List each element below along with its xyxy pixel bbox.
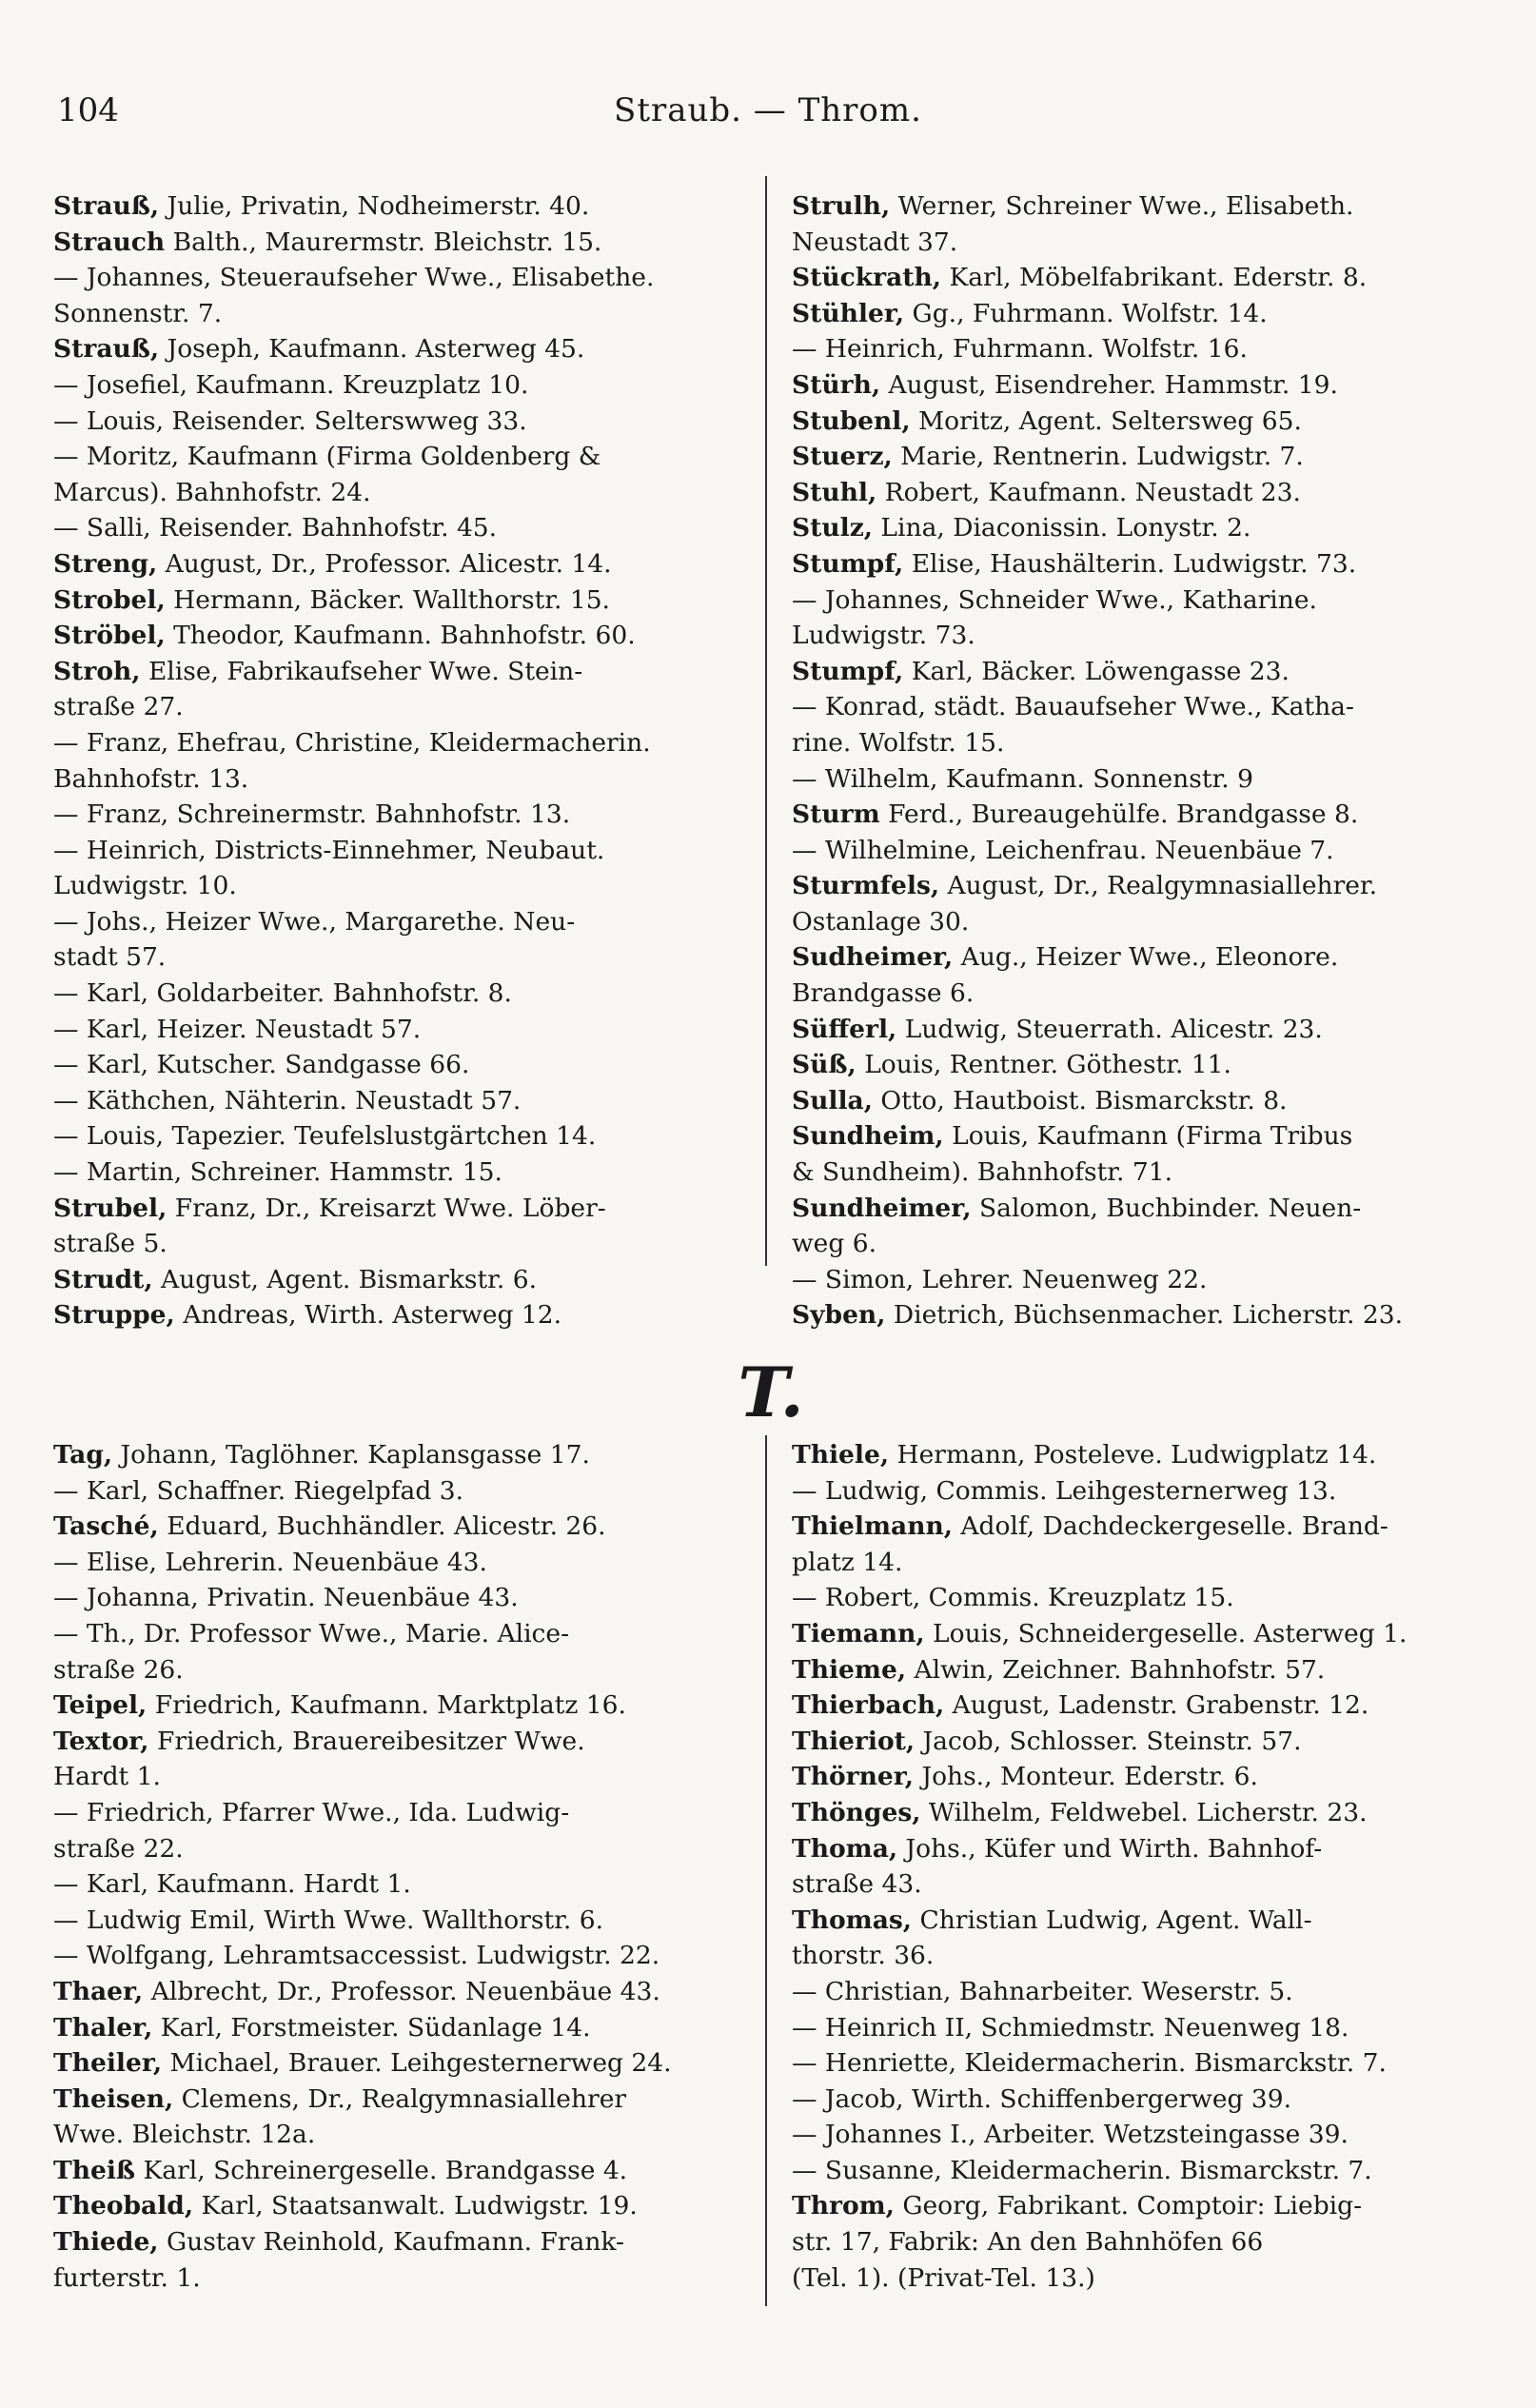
directory-entry (53, 439, 753, 475)
directory-entry (792, 2188, 1491, 2224)
entry-surname: Stückrath, (792, 263, 942, 293)
directory-entry (53, 1191, 753, 1227)
directory-entry (53, 1509, 753, 1545)
directory-entry (53, 797, 753, 833)
entry-details: Eduard, Buchhändler. Alicestr. 26. (158, 1511, 606, 1542)
directory-entry (792, 761, 1491, 798)
directory-entry (53, 939, 753, 976)
entry-details: straße 43. (792, 1869, 922, 1900)
directory-entry (792, 260, 1491, 296)
directory-entry (53, 1012, 753, 1048)
directory-entry (53, 976, 753, 1012)
directory-entry (53, 1473, 753, 1510)
directory-entry (792, 1083, 1491, 1119)
entry-details: Joseph, Kaufmann. Asterweg 45. (159, 334, 585, 365)
directory-entry (53, 1831, 753, 1867)
entry-details: Gustav Reinhold, Kaufmann. Frank- (158, 2227, 624, 2258)
entry-details: — Friedrich, Pfarrer Wwe., Ida. Ludwig- (53, 1797, 570, 1827)
column-divider-top (765, 176, 767, 1266)
entry-details: — Martin, Schreiner. Hammstr. 15. (53, 1157, 502, 1188)
entry-details: Hermann, Posteleve. Ludwigplatz 14. (889, 1440, 1377, 1470)
entry-surname: Stuhl, (792, 477, 877, 507)
entry-surname: Theobald, (53, 2191, 194, 2221)
directory-entry (53, 1616, 753, 1652)
entry-surname: Strobel, (53, 584, 166, 615)
entry-surname: Sundheimer, (792, 1193, 972, 1223)
entry-details: rine. Wolfstr. 15. (792, 727, 1005, 758)
running-head: Straub. — Throm. (614, 91, 922, 129)
directory-entry (53, 904, 753, 940)
entry-surname: Stürh, (792, 369, 881, 400)
entry-details: Louis, Rentner. Göthestr. 11. (856, 1050, 1231, 1080)
directory-entry (53, 1903, 753, 1939)
entry-details: Karl, Bäcker. Löwengasse 23. (903, 656, 1290, 686)
directory-entry (792, 1903, 1491, 1939)
entry-surname: Teipel, (53, 1690, 148, 1721)
entry-surname: Stuerz, (792, 442, 893, 472)
entry-details: Friedrich, Brauereibesitzer Wwe. (148, 1726, 585, 1756)
page-number: 104 (57, 91, 119, 129)
directory-entry (53, 1226, 753, 1262)
entry-details: — Käthchen, Nähterin. Neustadt 57. (53, 1085, 522, 1115)
entry-details: Christian Ludwig, Agent. Wall- (912, 1905, 1312, 1935)
directory-entry (53, 1047, 753, 1083)
entry-details: Ludwigstr. 10. (53, 871, 237, 901)
entry-surname: Thönges, (792, 1797, 921, 1827)
entry-details: Louis, Schneidergeselle. Asterweg 1. (924, 1618, 1408, 1648)
directory-entry (792, 1866, 1491, 1903)
directory-entry (53, 331, 753, 367)
entry-surname: Süfferl, (792, 1014, 897, 1044)
entry-surname: Throm, (792, 2191, 895, 2221)
entry-details: — Heinrich, Fuhrmann. Wolfstr. 16. (792, 334, 1248, 365)
left-column-top (53, 188, 753, 1333)
directory-entry (53, 1297, 753, 1333)
directory-entry (792, 2224, 1491, 2260)
entry-details: — Salli, Reisender. Bahnhofstr. 45. (53, 513, 498, 543)
entry-details: — Franz, Schreinermstr. Bahnhofstr. 13. (53, 799, 571, 830)
column-divider-bottom (765, 1435, 767, 2306)
entry-surname: Thielmann, (792, 1511, 953, 1542)
entry-details: — Moritz, Kaufmann (Firma Goldenberg & (53, 442, 601, 472)
entry-details: — Konrad, städt. Bauaufseher Wwe., Katha- (792, 692, 1354, 722)
entry-details: — Simon, Lehrer. Neuenweg 22. (792, 1264, 1208, 1294)
entry-details: — Johannes I., Arbeiter. Wetzsteingasse 39. (792, 2120, 1349, 2150)
entry-details: August, Eisendreher. Hammstr. 19. (880, 369, 1338, 400)
directory-entry (792, 1652, 1491, 1688)
directory-entry (792, 939, 1491, 976)
directory-entry (792, 2010, 1491, 2046)
directory-entry (792, 976, 1491, 1012)
directory-entry (792, 1155, 1491, 1191)
directory-entry (53, 1580, 753, 1616)
entry-details: straße 5. (53, 1229, 167, 1259)
entry-details: Balth., Maurermstr. Bleichstr. 15. (165, 227, 602, 257)
entry-details: Louis, Kaufmann (Firma Tribus (943, 1121, 1353, 1152)
entry-details: Hardt 1. (53, 1762, 161, 1792)
entry-surname: Thiele, (792, 1440, 890, 1470)
directory-entry (53, 1155, 753, 1191)
entry-details: — Karl, Kutscher. Sandgasse 66. (53, 1050, 470, 1080)
entry-details: Elise, Fabrikaufseher Wwe. Stein- (140, 656, 583, 686)
directory-entry (792, 1473, 1491, 1510)
entry-details: straße 22. (53, 1833, 184, 1864)
directory-entry (792, 2082, 1491, 2118)
directory-entry (53, 1545, 753, 1581)
directory-entry (53, 689, 753, 725)
entry-surname: Sturm (792, 799, 880, 830)
entry-details: — Jacob, Wirth. Schiffenbergerweg 39. (792, 2083, 1292, 2114)
directory-entry (792, 546, 1491, 582)
entry-surname: Sudheimer, (792, 942, 954, 973)
entry-details: str. 17, Fabrik: An den Bahnhöfen 66 (792, 2227, 1264, 2258)
entry-details: Jacob, Schlosser. Steinstr. 57. (915, 1726, 1302, 1756)
entry-details: Albrecht, Dr., Professor. Neuenbäue 43. (143, 1976, 660, 2006)
entry-details: — Johanna, Privatin. Neuenbäue 43. (53, 1583, 519, 1613)
entry-surname: Sulla, (792, 1085, 873, 1115)
entry-details: August, Agent. Bismarkstr. 6. (152, 1264, 538, 1294)
entry-details: — Henriette, Kleidermacherin. Bismarckstr. 7. (792, 2048, 1387, 2079)
entry-details: Wilhelm, Feldwebel. Licherstr. 23. (920, 1797, 1368, 1827)
directory-entry (792, 1226, 1491, 1262)
entry-surname: Theiler, (53, 2048, 163, 2079)
entry-details: Hermann, Bäcker. Wallthorstr. 15. (165, 584, 610, 615)
entry-details: platz 14. (792, 1547, 903, 1577)
directory-entry (53, 2117, 753, 2153)
entry-surname: Theiß (53, 2155, 136, 2185)
entry-details: — Elise, Lehrerin. Neuenbäue 43. (53, 1547, 487, 1577)
directory-entry (792, 1616, 1491, 1652)
entry-details: Neustadt 37. (792, 227, 958, 257)
entry-details: Georg, Fabrikant. Comptoir: Liebig- (894, 2191, 1363, 2221)
directory-entry (53, 2188, 753, 2224)
entry-details: — Johannes, Steueraufseher Wwe., Elisabethe. (53, 263, 655, 293)
directory-entry (792, 296, 1491, 332)
directory-entry (792, 475, 1491, 511)
entry-details: Ludwig, Steuerrath. Alicestr. 23. (896, 1014, 1323, 1044)
directory-entry (792, 582, 1491, 619)
directory-entry (53, 225, 753, 261)
directory-entry (792, 1974, 1491, 2010)
entry-details: weg 6. (792, 1229, 877, 1259)
entry-surname: Strauch (53, 227, 166, 257)
directory-entry (792, 1724, 1491, 1760)
entry-surname: Thaer, (53, 1976, 144, 2006)
entry-details: Robert, Kaufmann. Neustadt 23. (876, 477, 1301, 507)
directory-entry (792, 367, 1491, 404)
page-header (57, 91, 1479, 148)
directory-entry (53, 654, 753, 690)
entry-surname: Thiede, (53, 2227, 159, 2258)
entry-surname: Struppe, (53, 1300, 175, 1331)
directory-entry (53, 833, 753, 869)
entry-details: — Th., Dr. Professor Wwe., Marie. Alice- (53, 1618, 570, 1648)
directory-entry (792, 833, 1491, 869)
directory-entry (792, 404, 1491, 440)
directory-entry (53, 1688, 753, 1724)
entry-details: Marcus). Bahnhofstr. 24. (53, 477, 371, 507)
directory-entry (53, 2153, 753, 2189)
entry-surname: Thoma, (792, 1833, 898, 1864)
entry-surname: Thierbach, (792, 1690, 945, 1721)
directory-entry (53, 1795, 753, 1831)
entry-details: Andreas, Wirth. Asterweg 12. (174, 1300, 562, 1331)
entry-details: Ludwigstr. 73. (792, 621, 975, 651)
directory-entry (53, 1974, 753, 2010)
entry-details: (Tel. 1). (Privat-Tel. 13.) (792, 2262, 1095, 2293)
entry-details: — Johannes, Schneider Wwe., Katharine. (792, 584, 1317, 615)
entry-details: Theodor, Kaufmann. Bahnhofstr. 60. (165, 621, 636, 651)
directory-entry (53, 1866, 753, 1903)
entry-surname: Sundheim, (792, 1121, 944, 1152)
directory-entry (792, 618, 1491, 654)
directory-entry (792, 188, 1491, 225)
entry-details: Marie, Rentnerin. Ludwigstr. 7. (892, 442, 1304, 472)
directory-entry (792, 439, 1491, 475)
directory-entry (792, 1509, 1491, 1545)
directory-entry (792, 1759, 1491, 1795)
entry-surname: Stühler, (792, 298, 905, 328)
entry-details: — Louis, Tapezier. Teufelslustgärtchen 14. (53, 1121, 597, 1152)
directory-entry (53, 761, 753, 798)
directory-entry (53, 546, 753, 582)
entry-details: Gg., Fuhrmann. Wolfstr. 14. (904, 298, 1268, 328)
entry-surname: Thieme, (792, 1654, 907, 1685)
directory-entry (53, 510, 753, 546)
entry-details: August, Dr., Realgymnasiallehrer. (939, 871, 1378, 901)
directory-entry (53, 582, 753, 619)
entry-details: Wwe. Bleichstr. 12a. (53, 2120, 316, 2150)
directory-entry (53, 1724, 753, 1760)
directory-entry (792, 904, 1491, 940)
entry-details: Otto, Hautboist. Bismarckstr. 8. (872, 1085, 1288, 1115)
entry-details: Julie, Privatin, Nodheimerstr. 40. (159, 191, 590, 221)
entry-details: straße 26. (53, 1654, 184, 1685)
directory-entry (53, 260, 753, 296)
entry-details: Elise, Haushälterin. Ludwigstr. 73. (903, 548, 1357, 579)
entry-surname: Stumpf, (792, 656, 904, 686)
entry-details: — Susanne, Kleidermacherin. Bismarckstr. 7. (792, 2155, 1372, 2185)
entry-details: Ostanlage 30. (792, 906, 970, 937)
directory-entry (53, 367, 753, 404)
entry-surname: Stroh, (53, 656, 141, 686)
entry-surname: Thomas, (792, 1905, 913, 1935)
entry-details: — Karl, Heizer. Neustadt 57. (53, 1014, 422, 1044)
entry-surname: Thörner, (792, 1762, 915, 1792)
entry-details: — Louis, Reisender. Selterswweg 33. (53, 405, 527, 436)
directory-entry (792, 725, 1491, 761)
directory-entry (792, 510, 1491, 546)
entry-details: Karl, Möbelfabrikant. Ederstr. 8. (941, 263, 1368, 293)
entry-surname: Strubel, (53, 1193, 167, 1223)
directory-entry (792, 331, 1491, 367)
directory-entry (792, 1545, 1491, 1581)
entry-details: August, Ladenstr. Grabenstr. 12. (944, 1690, 1369, 1721)
directory-entry (792, 1688, 1491, 1724)
directory-entry (53, 2010, 753, 2046)
entry-details: Karl, Staatsanwalt. Ludwigstr. 19. (193, 2191, 638, 2221)
directory-entry (792, 868, 1491, 904)
directory-entry (53, 2224, 753, 2260)
entry-details: — Robert, Commis. Kreuzplatz 15. (792, 1583, 1234, 1613)
directory-entry (792, 797, 1491, 833)
entry-details: Johann, Taglöhner. Kaplansgasse 17. (112, 1440, 590, 1470)
entry-details: Dietrich, Büchsenmacher. Licherstr. 23. (885, 1300, 1404, 1331)
entry-details: Sonnenstr. 7. (53, 298, 223, 328)
right-column-top (792, 188, 1491, 1333)
directory-entry (792, 2260, 1491, 2297)
entry-surname: Tiemann, (792, 1618, 925, 1648)
entry-details: Karl, Forstmeister. Südanlage 14. (152, 2012, 591, 2043)
directory-entry (792, 1437, 1491, 1473)
entry-surname: Thaler, (53, 2012, 153, 2043)
directory-entry (53, 1652, 753, 1688)
entry-details: thorstr. 36. (792, 1941, 935, 1971)
entry-details: — Josefiel, Kaufmann. Kreuzplatz 10. (53, 369, 529, 400)
directory-entry (792, 2117, 1491, 2153)
directory-entry (792, 654, 1491, 690)
entry-details: — Karl, Kaufmann. Hardt 1. (53, 1869, 411, 1900)
directory-entry (792, 1297, 1491, 1333)
directory-entry (792, 1938, 1491, 1974)
directory-entry (53, 188, 753, 225)
entry-surname: Textor, (53, 1726, 149, 1756)
directory-entry (53, 725, 753, 761)
section-letter: T. (738, 1352, 804, 1432)
entry-details: — Heinrich, Districts-Einnehmer, Neubaut. (53, 835, 605, 865)
entry-details: stadt 57. (53, 942, 167, 973)
entry-surname: Strauß, (53, 334, 160, 365)
entry-details: Brandgasse 6. (792, 978, 975, 1009)
directory-entry (792, 1191, 1491, 1227)
entry-details: Johs., Küfer und Wirth. Bahnhof- (897, 1833, 1323, 1864)
directory-entry (792, 1012, 1491, 1048)
directory-entry (53, 1938, 753, 1974)
entry-details: — Wilhelmine, Leichenfrau. Neuenbäue 7. (792, 835, 1334, 865)
directory-entry (792, 1118, 1491, 1155)
entry-details: — Wolfgang, Lehramtsaccessist. Ludwigstr. 22. (53, 1941, 660, 1971)
entry-surname: Syben, (792, 1300, 886, 1331)
entry-details: — Heinrich II, Schmiedmstr. Neuenweg 18. (792, 2012, 1349, 2043)
entry-details: Ferd., Bureaugehülfe. Brandgasse 8. (879, 799, 1359, 830)
entry-surname: Sturmfels, (792, 871, 940, 901)
entry-surname: Stumpf, (792, 548, 904, 579)
entry-details: Werner, Schreiner Wwe., Elisabeth. (890, 191, 1354, 221)
entry-surname: Süß, (792, 1050, 857, 1080)
directory-entry (53, 404, 753, 440)
right-column-bottom (792, 1437, 1491, 2296)
entry-details: Adolf, Dachdeckergeselle. Brand- (952, 1511, 1388, 1542)
entry-details: furterstr. 1. (53, 2262, 201, 2293)
entry-details: Lina, Diaconissin. Lonystr. 2. (873, 513, 1251, 543)
directory-entry (53, 1083, 753, 1119)
directory-entry (53, 2260, 753, 2297)
entry-surname: Strulh, (792, 191, 891, 221)
directory-entry (53, 868, 753, 904)
entry-details: — Karl, Schaffner. Riegelpfad 3. (53, 1475, 464, 1506)
directory-entry (792, 1831, 1491, 1867)
directory-entry (53, 2082, 753, 2118)
entry-details: Salomon, Buchbinder. Neuen- (971, 1193, 1362, 1223)
entry-details: & Sundheim). Bahnhofstr. 71. (792, 1157, 1173, 1188)
entry-details: — Franz, Ehefrau, Christine, Kleidermacherin. (53, 727, 651, 758)
entry-details: — Johs., Heizer Wwe., Margarethe. Neu- (53, 906, 576, 937)
entry-details: — Wilhelm, Kaufmann. Sonnenstr. 9 (792, 763, 1253, 794)
directory-entry (792, 1580, 1491, 1616)
directory-entry (53, 1262, 753, 1298)
directory-entry (792, 2153, 1491, 2189)
entry-details: Franz, Dr., Kreisarzt Wwe. Löber- (167, 1193, 606, 1223)
directory-entry (792, 1795, 1491, 1831)
entry-details: Bahnhofstr. 13. (53, 763, 249, 794)
entry-surname: Stulz, (792, 513, 873, 543)
directory-entry (792, 1262, 1491, 1298)
left-column-bottom (53, 1437, 753, 2296)
entry-details: Friedrich, Kaufmann. Marktplatz 16. (147, 1690, 626, 1721)
entry-details: Johs., Monteur. Ederstr. 6. (914, 1762, 1258, 1792)
entry-details: — Karl, Goldarbeiter. Bahnhofstr. 8. (53, 978, 512, 1009)
entry-surname: Tasché, (53, 1511, 159, 1542)
directory-entry (53, 296, 753, 332)
entry-surname: Strauß, (53, 191, 160, 221)
directory-entry (792, 1047, 1491, 1083)
entry-details: Alwin, Zeichner. Bahnhofstr. 57. (906, 1654, 1326, 1685)
entry-details: Karl, Schreinergeselle. Brandgasse 4. (135, 2155, 628, 2185)
entry-details: — Ludwig, Commis. Leihgesternerweg 13. (792, 1475, 1337, 1506)
entry-surname: Stubenl, (792, 405, 911, 436)
entry-surname: Thieriot, (792, 1726, 916, 1756)
entry-details: — Christian, Bahnarbeiter. Weserstr. 5. (792, 1976, 1293, 2006)
directory-entry (792, 689, 1491, 725)
entry-surname: Strudt, (53, 1264, 153, 1294)
directory-entry (53, 1118, 753, 1155)
entry-details: Aug., Heizer Wwe., Eleonore. (953, 942, 1339, 973)
entry-details: Michael, Brauer. Leihgesternerweg 24. (162, 2048, 672, 2079)
entry-details: Clemens, Dr., Realgymnasiallehrer (173, 2083, 627, 2114)
entry-details: straße 27. (53, 692, 184, 722)
directory-entry (53, 1759, 753, 1795)
entry-surname: Streng, (53, 548, 158, 579)
directory-entry (53, 1437, 753, 1473)
directory-entry (792, 2045, 1491, 2082)
directory-entry (53, 618, 753, 654)
directory-entry (792, 225, 1491, 261)
directory-entry (53, 2045, 753, 2082)
entry-details: August, Dr., Professor. Alicestr. 14. (157, 548, 612, 579)
directory-entry (53, 475, 753, 511)
entry-details: — Ludwig Emil, Wirth Wwe. Wallthorstr. 6. (53, 1905, 604, 1935)
entry-details: Moritz, Agent. Seltersweg 65. (910, 405, 1302, 436)
entry-surname: Theisen, (53, 2083, 174, 2114)
entry-surname: Tag, (53, 1440, 113, 1470)
entry-surname: Ströbel, (53, 621, 166, 651)
